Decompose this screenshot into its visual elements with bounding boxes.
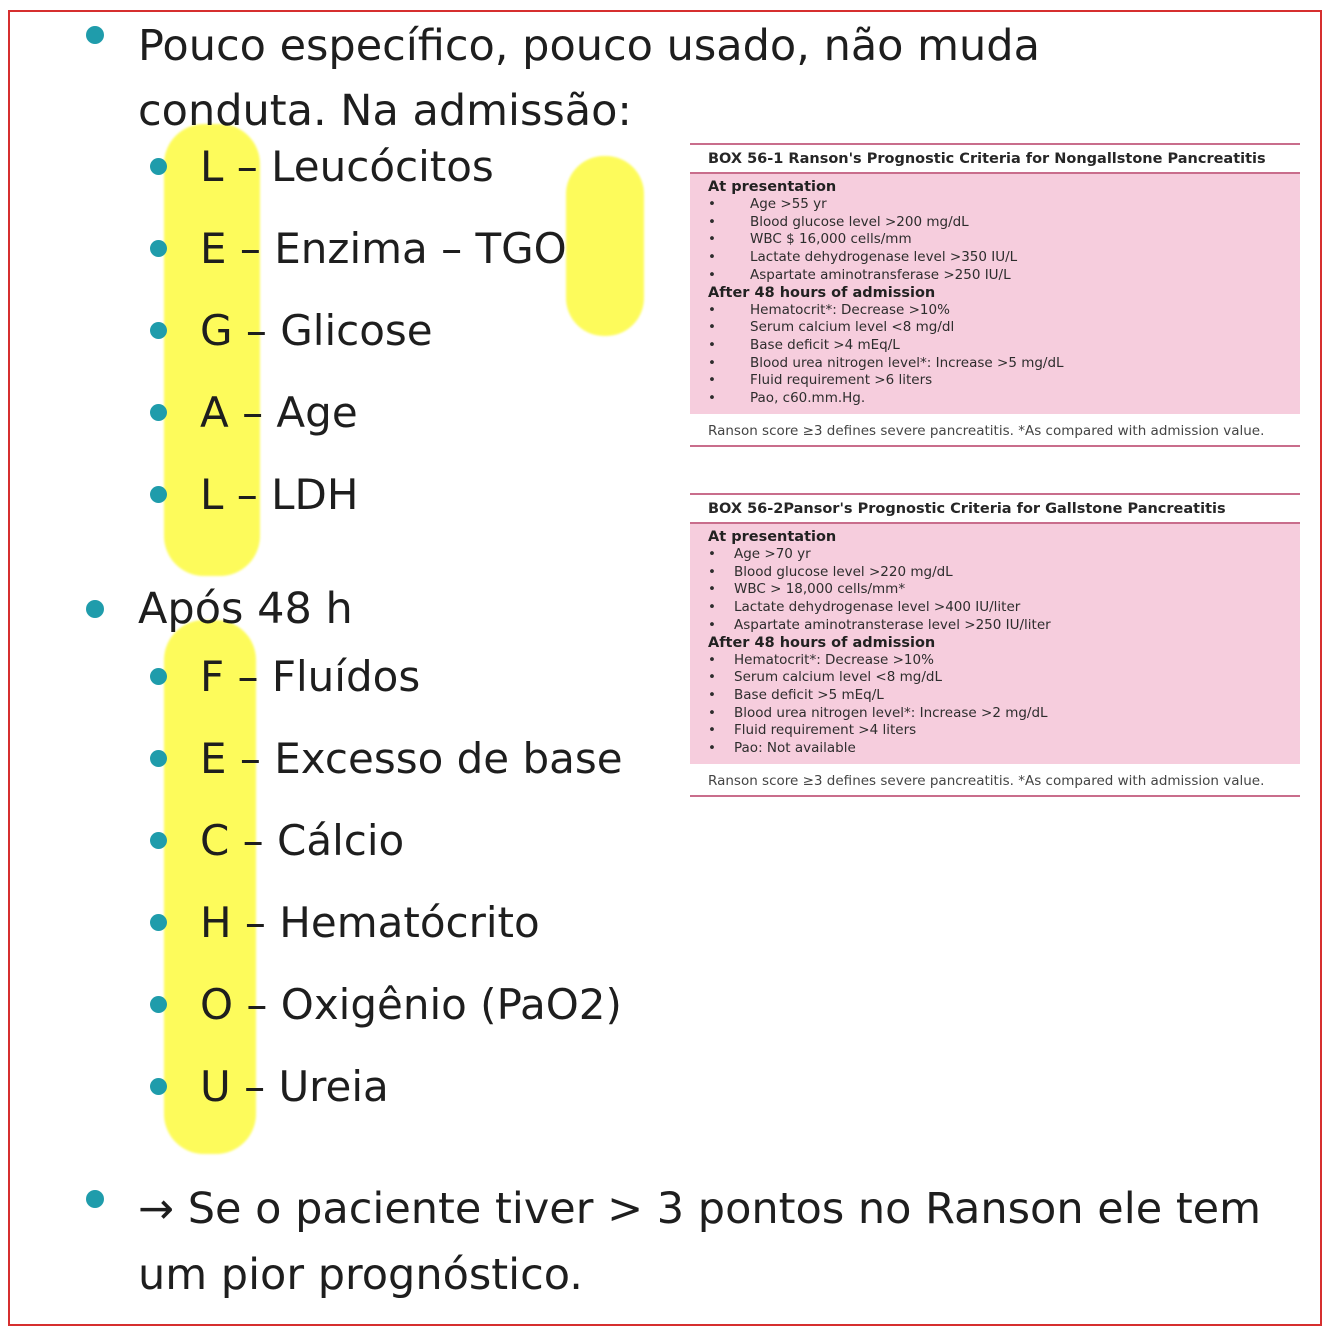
box-footer: Ranson score ≥3 defines severe pancreatitis. *As compared with admission value. [708, 422, 1265, 439]
sub-bullet-dot [150, 486, 167, 503]
list-item: U – Ureia [200, 1062, 389, 1111]
list-item: O – Oxigênio (PaO2) [200, 980, 622, 1029]
criteria-list [708, 652, 1282, 758]
box-rule [690, 445, 1300, 447]
criteria-list [708, 546, 1282, 635]
list-item: A – Age [200, 388, 358, 437]
list-item: H – Hematócrito [200, 898, 540, 947]
sub-bullet-dot [150, 322, 167, 339]
after48-heading: Após 48 h [138, 584, 353, 634]
list-item: L – Leucócitos [200, 142, 494, 191]
criteria-list [708, 302, 1282, 408]
box-title: BOX 56-2Pansor's Prognostic Criteria for Gallstone Pancreatitis [708, 501, 1226, 517]
conclusion-text: → Se o paciente tiver > 3 pontos no Ranson ele tem um pior prognóstico. [138, 1184, 1262, 1300]
criteria-item: • Lactate dehydrogenase level >400 IU/liter [708, 599, 1282, 617]
criteria-item: • Blood glucose level >200 mg/dL [708, 214, 1282, 232]
criteria-item: • Age >55 yr [708, 196, 1282, 214]
criteria-item: • Aspartate aminotransferase >250 IU/L [708, 267, 1282, 285]
criteria-item: • Serum calcium level <8 mg/dL [708, 669, 1282, 687]
criteria-item: • Fluid requirement >6 liters [708, 372, 1282, 390]
box-title: BOX 56-1 Ranson's Prognostic Criteria for Nongallstone Pancreatitis [708, 151, 1266, 167]
sub-bullet-dot [150, 404, 167, 421]
criteria-list [708, 196, 1282, 285]
sub-bullet-dot [150, 158, 167, 175]
sub-bullet-dot [150, 832, 167, 849]
sub-bullet-dot [150, 914, 167, 931]
criteria-item: • Blood glucose level >220 mg/dL [708, 564, 1282, 582]
criteria-item: • Blood urea nitrogen level*: Increase >2 mg/dL [708, 705, 1282, 723]
bullet-dot [86, 26, 104, 44]
criteria-item: • Blood urea nitrogen level*: Increase >5 mg/dL [708, 355, 1282, 373]
highlight-tgo [566, 156, 644, 336]
ranson-box-gallstone [690, 493, 1300, 797]
list-item: G – Glicose [200, 306, 433, 355]
sub-bullet-dot [150, 1078, 167, 1095]
section-heading: After 48 hours of admission [708, 634, 936, 651]
criteria-item: • Base deficit >4 mEq/L [708, 337, 1282, 355]
box-criteria [690, 174, 1300, 414]
list-item: E – Excesso de base [200, 734, 623, 783]
section-heading: At presentation [708, 529, 837, 545]
box-footer: Ranson score ≥3 defines severe pancreatitis. *As compared with admission value. [708, 772, 1265, 789]
bullet-dot [86, 1190, 104, 1208]
criteria-item: • Base deficit >5 mEq/L [708, 687, 1282, 705]
criteria-item: • Hematocrit*: Decrease >10% [708, 652, 1282, 670]
criteria-item: • Lactate dehydrogenase level >350 IU/L [708, 249, 1282, 267]
criteria-item: • Age >70 yr [708, 546, 1282, 564]
sub-bullet-dot [150, 668, 167, 685]
list-item: L – LDH [200, 470, 359, 519]
section-heading: At presentation [708, 179, 837, 195]
criteria-item: • Aspartate aminotransterase level >250 IU/liter [708, 617, 1282, 635]
list-item: F – Fluídos [200, 652, 421, 701]
criteria-item: • WBC > 18,000 cells/mm* [708, 581, 1282, 599]
list-item: C – Cálcio [200, 816, 405, 865]
intro-text: Pouco específico, pouco usado, não muda conduta. Na admissão: [138, 21, 1040, 136]
sub-bullet-dot [150, 996, 167, 1013]
box-criteria [690, 524, 1300, 764]
bullet-dot [86, 600, 104, 618]
criteria-item: • WBC $ 16,000 cells/mm [708, 231, 1282, 249]
criteria-item: • Fluid requirement >4 liters [708, 722, 1282, 740]
section-heading: After 48 hours of admission [708, 284, 936, 301]
criteria-item: • Serum calcium level <8 mg/dl [708, 319, 1282, 337]
sub-bullet-dot [150, 240, 167, 257]
ranson-box-nongallstone [690, 143, 1300, 447]
criteria-item: • Hematocrit*: Decrease >10% [708, 302, 1282, 320]
box-rule [690, 795, 1300, 797]
criteria-item: • Pao, c60.mm.Hg. [708, 390, 1282, 408]
sub-bullet-dot [150, 750, 167, 767]
list-item: E – Enzima – TGO [200, 224, 567, 273]
criteria-item: • Pao: Not available [708, 740, 1282, 758]
